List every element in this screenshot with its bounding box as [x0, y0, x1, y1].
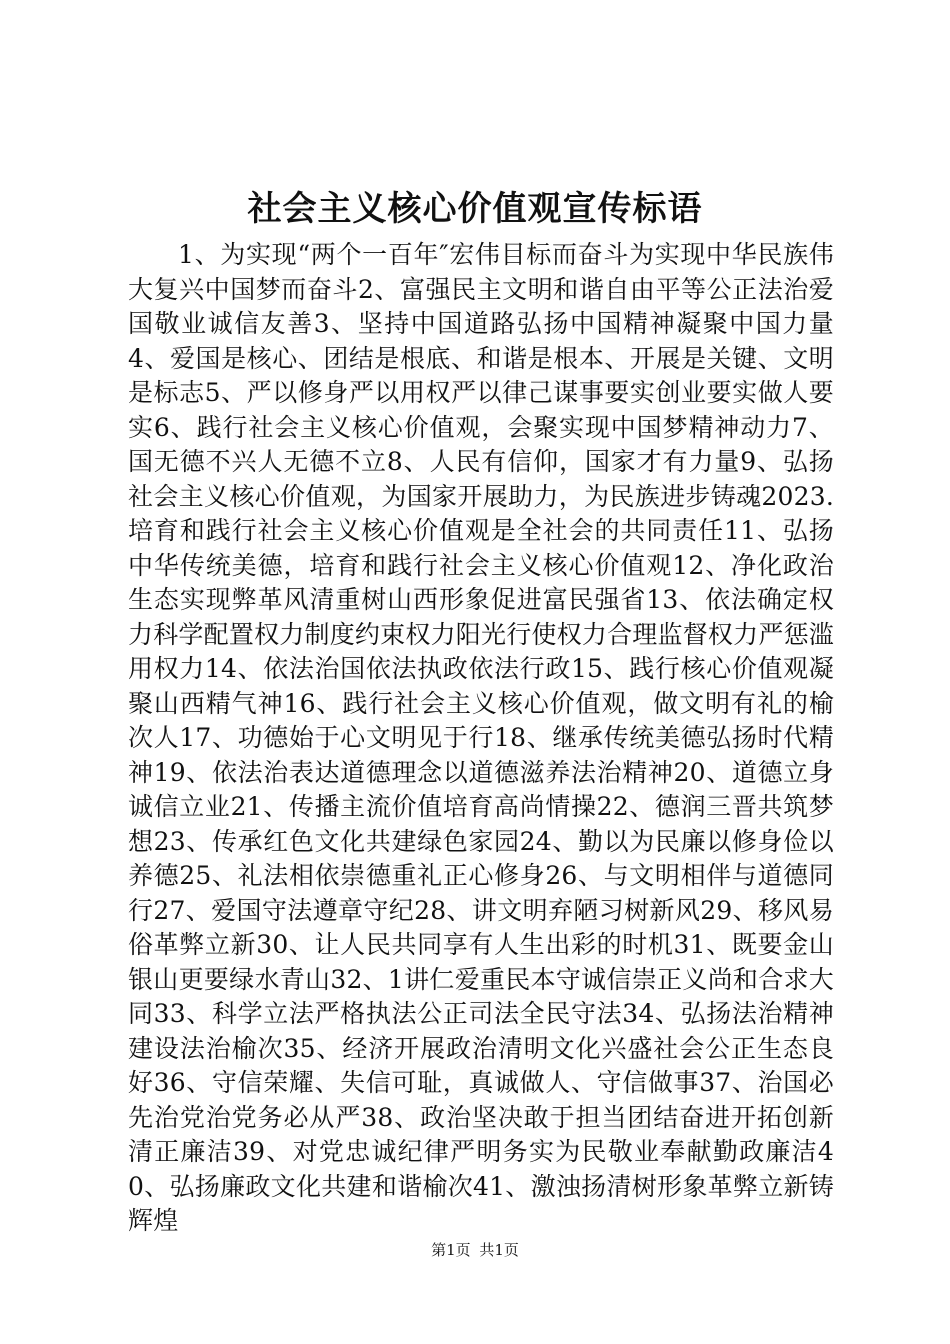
page-footer: [0, 1240, 950, 1260]
page-total: 共1页: [479, 1241, 519, 1259]
document-body: 1、为实现“两个一百年″宏伟目标而奋斗为实现中华民族伟大复兴中国梦而奋斗2、富强民主文明和谐自由平等公正法治爱国敬业诚信友善3、坚持中国道路弘扬中国精神凝聚中国力量4、爱国是核心、团结是根底、和谐是根本、开展是关键、文明是标志5、严以修身严以用权严以律己谋事要实创业要实做人要实6、践行社会主义核心价值观，会聚实现中国梦精神动力7、国无德不兴人无德不立8、人民有信仰，国家才有力量9、弘扬社会主义核心价值观，为国家开展助力，为民族进步铸魂2023.培育和践行社会主义核心价值观是全社会的共同责任11、弘扬中华传统美德，培育和践行社会主义核心价值观12、净化政治生态实现弊革风清重树山西形象促进富民强省13、依法确定权力科学配置权力制度约束权力阳光行使权力合理监督权力严惩滥用权力14、依法治国依法执政依法行政15、践行核心价值观凝聚山西精气神16、践行社会主义核心价值观，做文明有礼的榆次人17、功德始于心文明见于行18、继承传统美德弘扬时代精神19、依法治表达道德理念以道德滋养法治精神20、道德立身诚信立业21、传播主流价值培育高尚情操22、德润三晋共筑梦想23、传承红色文化共建绿色家园24、勤以为民廉以修身俭以养德25、礼法相依崇德重礼正心修身26、与文明相伴与道德同行27、爱国守法遵章守纪28、讲文明弃陋习树新风29、移风易俗革弊立新30、让人民共同享有人生出彩的时机31、既要金山银山更要绿水青山32、1讲仁爱重民本守诚信崇正义尚和合求大同33、科学立法严格执法公正司法全民守法34、弘扬法治精神建设法治榆次35、经济开展政治清明文化兴盛社会公正生态良好36、守信荣耀、失信可耻，真诚做人、守信做事37、治国必先治党治党务必从严38、政治坚决敢于担当团结奋进开拓创新清正廉洁39、对党忠诚纪律严明务实为民敬业奉献勤政廉洁40、弘扬廉政文化共建和谐榆次41、激浊扬清树形象革弊立新铸辉煌: [128, 240, 834, 1235]
document-title: 社会主义核心价值观宣传标语: [247, 189, 703, 229]
page-number: 第1页: [431, 1241, 471, 1259]
